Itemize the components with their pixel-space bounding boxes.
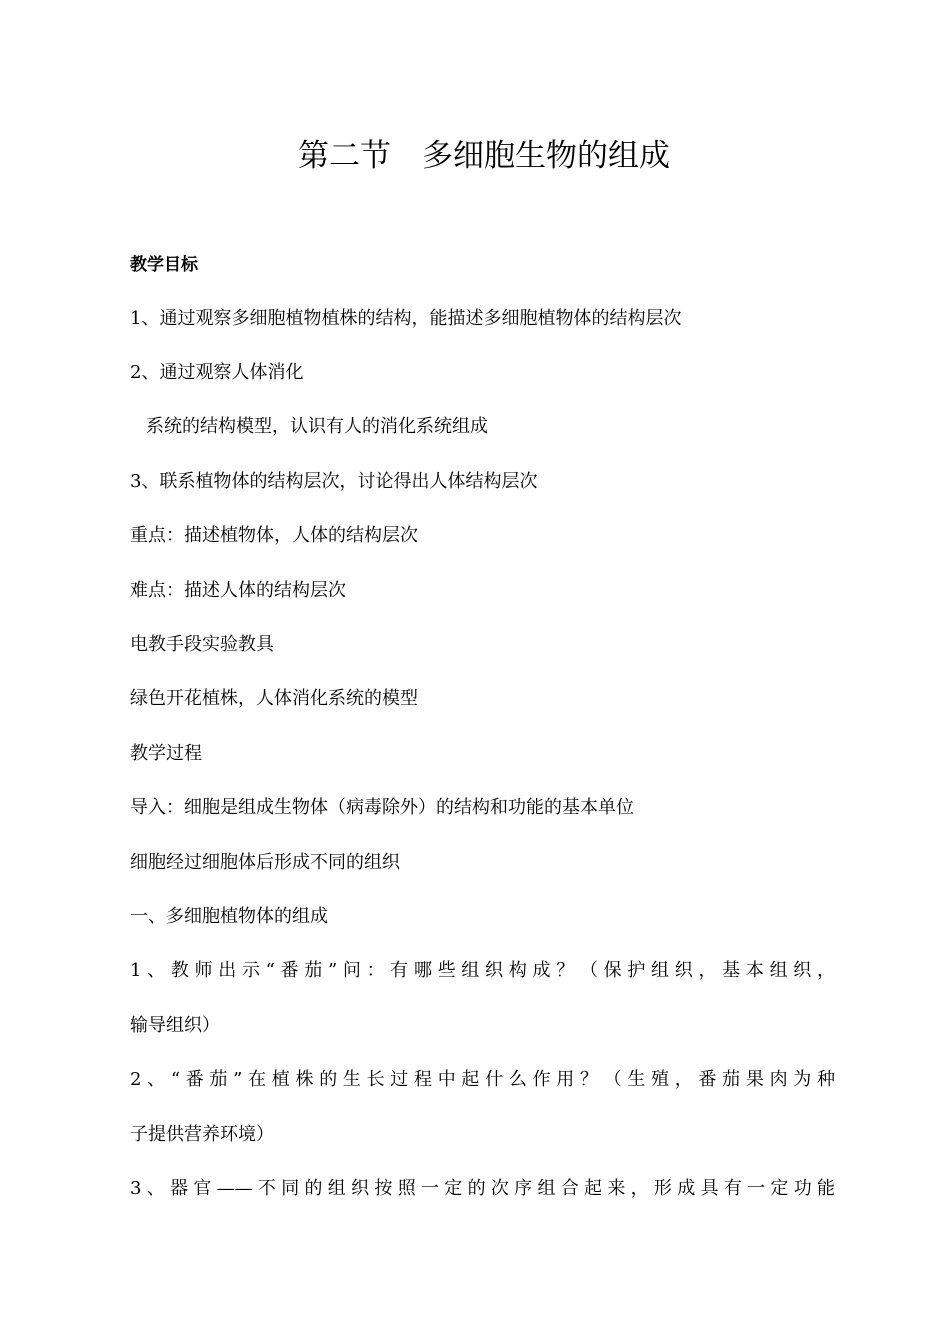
- difficult-point: 难点：描述人体的结构层次: [130, 580, 346, 601]
- key-point: 重点：描述植物体，人体的结构层次: [130, 525, 418, 546]
- item-2-continued: 子提供营养环境）: [130, 1124, 274, 1145]
- introduction-continued: 细胞经过细胞体后形成不同的组织: [130, 852, 400, 873]
- document-title: 第二节 多细胞生物的组成: [298, 138, 670, 174]
- objective-2: 2、通过观察人体消化: [130, 362, 304, 383]
- item-1-continued: 输导组织）: [130, 1015, 220, 1036]
- teaching-process-heading: 教学过程: [130, 743, 202, 764]
- introduction: 导入：细胞是组成生物体（病毒除外）的结构和功能的基本单位: [130, 797, 634, 818]
- section-one-heading: 一、多细胞植物体的组成: [130, 906, 328, 927]
- section-heading-objectives: 教学目标: [130, 255, 198, 275]
- teaching-aids: 绿色开花植株，人体消化系统的模型: [130, 688, 418, 709]
- item-2: 2、“番茄”在植株的生长过程中起什么作用？（生殖，番茄果肉为种: [130, 1069, 835, 1090]
- teaching-aids-heading: 电教手段实验教具: [130, 634, 274, 655]
- objective-1: 1、通过观察多细胞植物植株的结构，能描述多细胞植物体的结构层次: [130, 308, 682, 329]
- item-3: 3、器官——不同的组织按照一定的次序组合起来，形成具有一定功能: [130, 1178, 835, 1199]
- objective-2-continued: 系统的结构模型，认识有人的消化系统组成: [146, 416, 488, 437]
- item-1: 1、教师出示“番茄”问：有哪些组织构成？（保护组织，基本组织，: [130, 960, 835, 981]
- objective-3: 3、联系植物体的结构层次，讨论得出人体结构层次: [130, 471, 538, 492]
